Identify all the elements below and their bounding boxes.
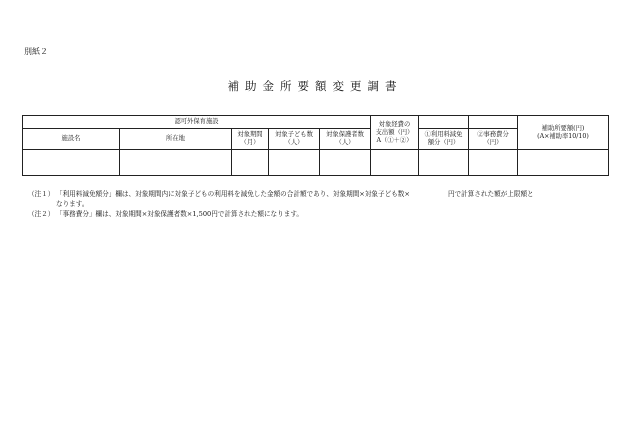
note-1 bbox=[28, 189, 610, 209]
note-number: （注１） bbox=[28, 190, 55, 198]
col-target-guardians: 対象保護者数 （人） bbox=[320, 129, 371, 150]
col-required-subsidy: 補助所要額(円) (A×補助率10/10) bbox=[518, 116, 609, 150]
note-text: なります。 bbox=[56, 200, 89, 208]
col-expenditure-a: 対象経費の 支出額（円） A（①＋②） bbox=[371, 116, 419, 150]
col-location: 所在地 bbox=[120, 129, 232, 150]
table-cell[interactable] bbox=[269, 150, 320, 176]
col-facility-name: 施設名 bbox=[23, 129, 120, 150]
table-cell[interactable] bbox=[23, 150, 120, 176]
table-cell[interactable] bbox=[419, 150, 469, 176]
col-admin-cost: ②事務費分 （円） bbox=[469, 129, 518, 150]
table-cell[interactable] bbox=[371, 150, 419, 176]
page-title: 補助金所要額変更調書 bbox=[227, 79, 403, 93]
table-cell[interactable] bbox=[518, 150, 609, 176]
col-target-children: 対象子ども数 （人） bbox=[269, 129, 320, 150]
note-text: 「事務費分」欄は、対象期間×対象保護者数×1,500円で計算された額になります。 bbox=[56, 210, 303, 218]
table-cell[interactable] bbox=[469, 150, 518, 176]
annex-label: 別紙２ bbox=[24, 47, 48, 56]
table-cell[interactable] bbox=[120, 150, 232, 176]
note-2 bbox=[28, 209, 610, 219]
facility-group-header: 認可外保育施設 bbox=[23, 116, 371, 129]
subsidy-table bbox=[22, 115, 609, 176]
col-fee-reduction: ①利用料減免 額分（円） bbox=[419, 129, 469, 150]
col-target-period: 対象期間 （月） bbox=[232, 129, 269, 150]
notes bbox=[28, 189, 610, 219]
table-row bbox=[23, 150, 609, 176]
note-text: 円で計算された額が上限額と bbox=[447, 190, 534, 198]
note-number: （注２） bbox=[28, 210, 55, 218]
table-cell[interactable] bbox=[320, 150, 371, 176]
note-text: 「利用料減免額分」欄は、対象期間内に対象子どもの利用料を減免した金額の合計額であり、対象期間×対象子ども数× bbox=[56, 190, 410, 198]
table-cell[interactable] bbox=[232, 150, 269, 176]
